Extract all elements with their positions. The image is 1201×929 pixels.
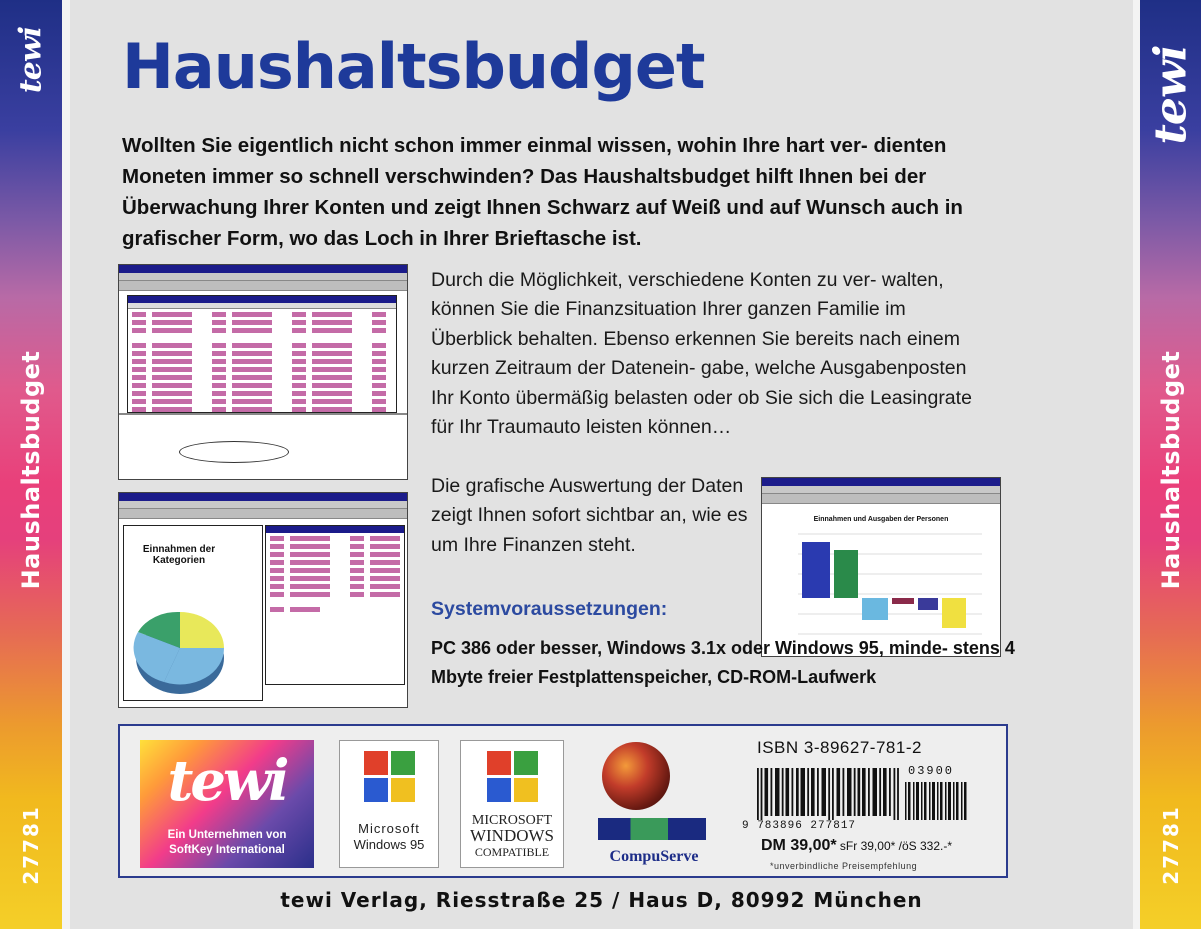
body-paragraph-2: Die grafische Auswertung der Daten zeigt Ihnen sofort sichtbar an, wie es um Ihre Finanzen steht. (431, 475, 748, 556)
screenshot-bar-chart (761, 477, 1001, 657)
spine-logo-large: tewi (1145, 45, 1196, 145)
right-divider (1133, 0, 1140, 929)
wincompat-line3: COMPATIBLE (474, 845, 550, 859)
windows-flag-icon (487, 751, 539, 803)
compuserve-logo (598, 742, 710, 870)
barcode-digits: 9 783896 277817 (742, 820, 857, 832)
wincompat-line2: WINDOWS (469, 826, 555, 845)
barcode-addon (905, 782, 967, 820)
windows-flag-icon (364, 751, 416, 803)
windows-compatible-logo (460, 740, 564, 868)
page-title: Haushaltsbudget (122, 30, 705, 103)
screenshot-table (118, 264, 408, 480)
price-note: *unverbindliche Preisempfehlung (770, 861, 918, 871)
spine-number: 27781 (1158, 805, 1183, 885)
compuserve-text: CompuServe (609, 848, 699, 865)
windows95-line2: Windows 95 (353, 837, 425, 852)
price-rest: sFr 39,00* /öS 332.-* (836, 839, 952, 853)
windows95-line1: Microsoft (358, 821, 420, 836)
screenshot-pie (118, 492, 408, 708)
system-requirements-heading: Systemvoraussetzungen: (431, 598, 668, 620)
wincompat-line1: MICROSOFT (471, 813, 553, 828)
spine-title: Haushaltsbudget (1156, 350, 1185, 590)
tewi-subtitle-1: Ein Unternehmen von (167, 829, 287, 841)
publisher-address: tewi Verlag, Riesstraße 25 / Haus D, 80992 München (280, 888, 923, 912)
tewi-logo-box (140, 740, 314, 868)
intro-text: Wollten Sie eigentlich nicht schon immer einmal wissen, wohin Ihre hart ver- dienten Moneten immer so schnell verschwinden? Das Haushaltsbudget hilft Ihnen bei der Überwachung Ihrer Konten und zeigt Ihnen Schwarz auf Weiß und auf Wunsch auch in grafischer Form, wo das Loch in Ihrer Brieftasche ist. (122, 134, 963, 250)
isbn: ISBN 3-89627-781-2 (757, 738, 922, 757)
windows95-logo (339, 740, 439, 868)
spine-number: 27781 (19, 805, 43, 885)
bar-chart-title: Einnahmen und Ausgaben der Personen (813, 516, 949, 523)
price-main: DM 39,00* (761, 837, 837, 854)
price (761, 837, 952, 855)
tewi-subtitle-2: SoftKey International (169, 844, 285, 856)
right-spine (1140, 0, 1201, 929)
spine-logo: tewi (13, 26, 49, 94)
spine-title: Haushaltsbudget (17, 350, 45, 590)
pie-chart (124, 572, 264, 702)
system-requirements-text: PC 386 oder besser, Windows 3.1x oder Windows 95, minde- stens 4 Mbyte freier Festplattenspeicher, CD-ROM-Laufwerk (431, 638, 1015, 687)
body-paragraph-1: Durch die Möglichkeit, verschiedene Konten zu ver- walten, können Sie die Finanzsituation Ihrer ganzen Familie im Überblick behalten. Ebenso erkennen Sie bereits nach einem kurzen Zeitraum der Datenein- gabe, welche Ausgabenposten Ihr Konto übermäßig belasten oder ob Sie sich die Leasingrate für Ihr Traumauto leisten können… (431, 269, 972, 439)
left-divider (62, 0, 70, 929)
left-spine (0, 0, 62, 929)
globe-icon (602, 742, 670, 810)
pie-chart-title: Einnahmen der Kategorien (142, 544, 216, 566)
barcode-addon-number: 03900 (908, 764, 955, 778)
tewi-logo: tewi (167, 748, 287, 814)
